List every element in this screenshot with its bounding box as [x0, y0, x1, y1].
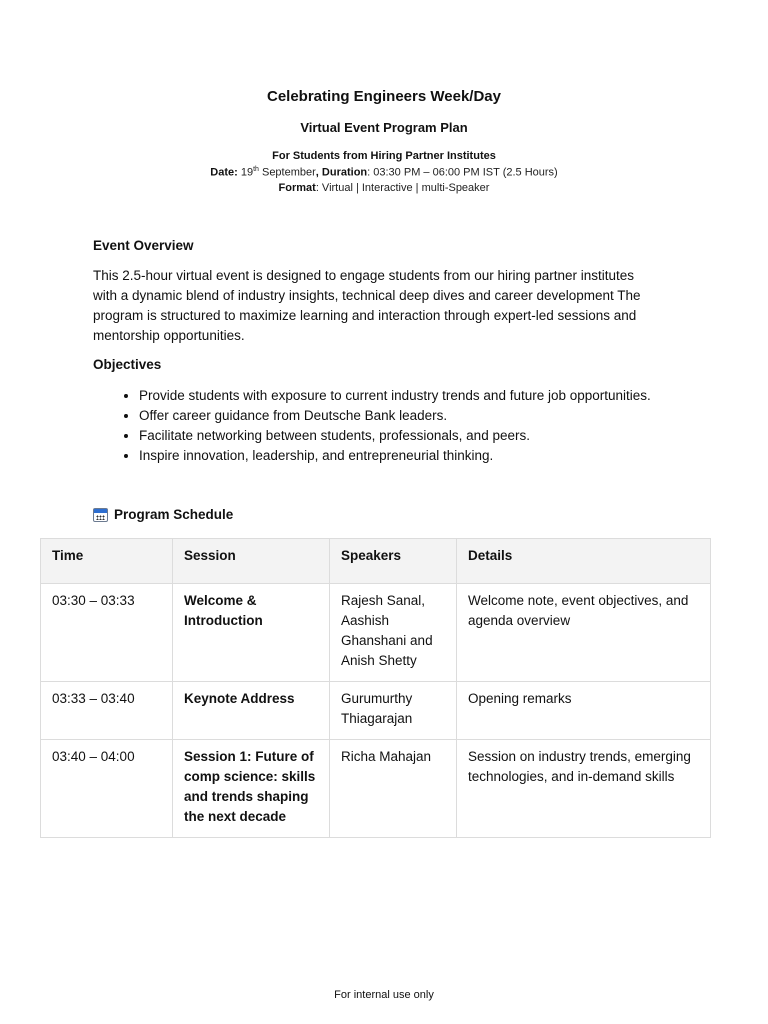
table-row	[41, 682, 711, 740]
cell-time: 03:40 – 04:00	[41, 740, 173, 838]
footer-note: For internal use only	[334, 989, 434, 1001]
date-label: Date:	[210, 166, 238, 179]
format-value: : Virtual | Interactive | multi-Speaker	[315, 182, 490, 194]
objective-item: • Inspire innovation, leadership, and entrepreneurial thinking.	[139, 446, 699, 466]
overview-heading: Event Overview	[93, 238, 194, 253]
cell-speakers: Gurumurthy Thiagarajan	[330, 682, 457, 740]
cell-session: Session 1: Future of comp science: skills and trends shaping the next decade	[173, 740, 330, 838]
cell-speakers: Rajesh Sanal, Aashish Ghanshani and Anish Shetty	[330, 584, 457, 682]
cell-details: Session on industry trends, emerging technologies, and in-demand skills	[457, 740, 711, 838]
date-separator: ,	[315, 166, 322, 179]
cell-time: 03:30 – 03:33	[41, 584, 173, 682]
page-subtitle: Virtual Event Program Plan	[300, 120, 468, 135]
calendar-icon	[93, 508, 108, 522]
table-row	[41, 584, 711, 682]
objectives-heading: Objectives	[93, 357, 162, 372]
column-header-session: Session	[173, 539, 330, 584]
cell-speakers: Richa Mahajan	[330, 740, 457, 838]
date-month: September	[258, 166, 316, 179]
duration-label: Duration	[321, 166, 368, 179]
date-day: 19	[237, 166, 254, 179]
program-schedule-label: Program Schedule	[114, 507, 234, 522]
column-header-speakers: Speakers	[330, 539, 457, 584]
cell-details: Welcome note, event objectives, and agenda overview	[457, 584, 711, 682]
page-title: Celebrating Engineers Week/Day	[267, 88, 501, 105]
cell-session: Welcome & Introduction	[173, 584, 330, 682]
objective-item: • Provide students with exposure to current industry trends and future job opportunities.	[139, 386, 699, 406]
overview-paragraph: This 2.5-hour virtual event is designed to engage students from our hiring partner institutes with a dynamic blend of industry insights, technical deep dives and career development The program is structured to maximize learning and interaction through expert-led sessions and mentorship opportunities.	[93, 268, 641, 343]
cell-session: Keynote Address	[173, 682, 330, 740]
duration-value: : 03:30 PM – 06:00 PM IST (2.5 Hours)	[367, 166, 558, 179]
objective-item: • Offer career guidance from Deutsche Bank leaders.	[139, 406, 699, 426]
objective-item: • Facilitate networking between students, professionals, and peers.	[139, 426, 699, 446]
format-line	[0, 182, 768, 194]
cell-time: 03:33 – 03:40	[41, 682, 173, 740]
date-suffix: th	[253, 166, 259, 173]
table-header-row	[41, 539, 711, 584]
schedule-table	[40, 538, 711, 838]
format-label: Format	[278, 182, 316, 194]
column-header-details: Details	[457, 539, 711, 584]
audience-line: For Students from Hiring Partner Institutes	[272, 150, 496, 162]
program-schedule-heading	[93, 507, 653, 522]
table-row	[41, 740, 711, 838]
cell-details: Opening remarks	[457, 682, 711, 740]
objectives-list	[93, 386, 699, 466]
date-duration-line	[0, 166, 768, 179]
column-header-time: Time	[41, 539, 173, 584]
